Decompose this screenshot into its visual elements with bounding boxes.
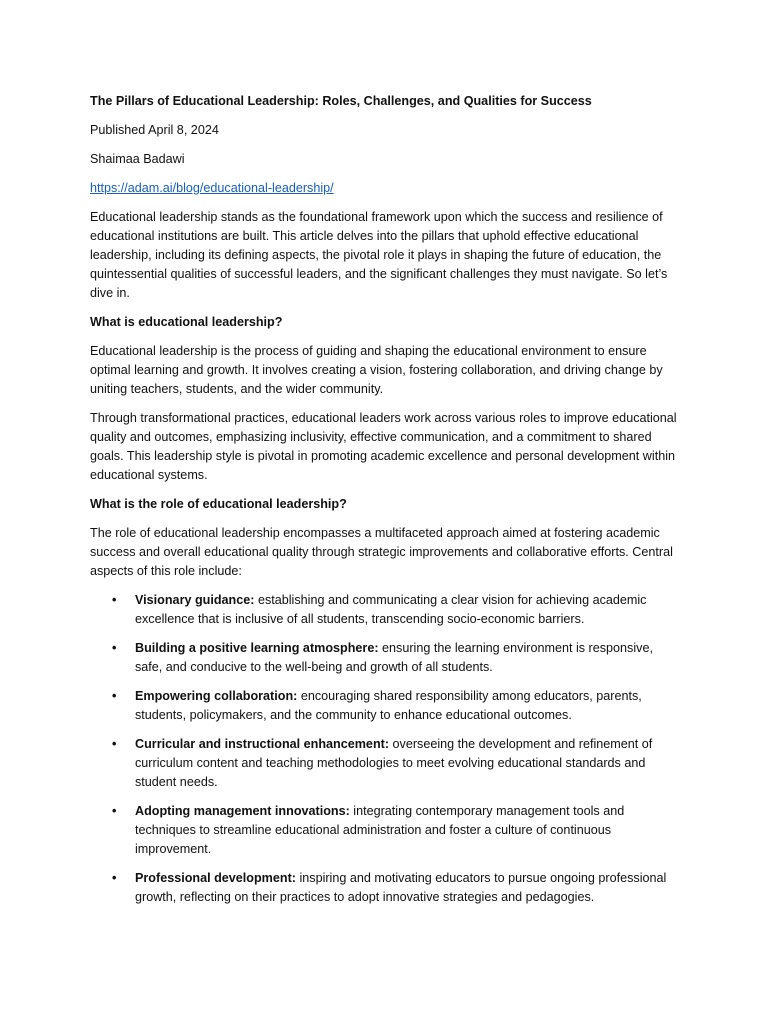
list-item — [90, 802, 680, 859]
list-item-text: overseeing the development and refinement of curriculum content and teaching methodologies to meet evolving educational standards and student needs. — [135, 737, 653, 789]
author-name: Shaimaa Badawi — [90, 152, 185, 166]
list-item-term: Adopting management innovations: — [135, 804, 350, 818]
intro-paragraph: Educational leadership stands as the foundational framework upon which the success and resilience of educational institutions are built. This article delves into the pillars that uphold effective educational leadership, including its defining aspects, the pivotal role it plays in shaping the future of education, the quintessential qualities of successful leaders, and the significant challenges they must navigate. So let’s dive in. — [90, 210, 668, 300]
list-item-text: ensuring the learning environment is responsive, safe, and conducive to the well-being and growth of all students. — [135, 641, 653, 674]
section1-paragraph-1: Educational leadership is the process of guiding and shaping the educational environment to ensure optimal learning and growth. It involves creating a vision, fostering collaboration, and driving change by uniting teachers, students, and the wider community. — [90, 344, 663, 396]
source-link[interactable]: https://adam.ai/blog/educational-leadership/ — [90, 181, 334, 195]
bullet-icon: • — [112, 689, 117, 703]
list-item-term: Visionary guidance: — [135, 593, 255, 607]
list-item-term: Professional development: — [135, 871, 296, 885]
section-heading-what-is: What is educational leadership? — [90, 315, 283, 329]
list-item-text: integrating contemporary management tools and techniques to streamline educational administration and foster a culture of continuous improvement. — [135, 804, 625, 856]
list-item-text: inspiring and motivating educators to pursue ongoing professional growth, reflecting on their practices to adopt innovative strategies and pedagogies. — [135, 871, 667, 904]
document-page — [90, 92, 680, 917]
bullet-icon: • — [112, 737, 117, 751]
list-item-text: encouraging shared responsibility among educators, parents, students, policymakers, and the community to enhance educational outcomes. — [135, 689, 642, 722]
list-item — [90, 735, 680, 792]
section2-paragraph-1: The role of educational leadership encompasses a multifaceted approach aimed at fostering academic success and overall educational quality through strategic improvements and collaborative efforts. Central aspects of this role include: — [90, 526, 673, 578]
list-item — [90, 639, 680, 677]
list-item — [90, 591, 680, 629]
section1-paragraph-2: Through transformational practices, educational leaders work across various roles to improve educational quality and outcomes, emphasizing inclusivity, effective communication, and a commitment to shared goals. This leadership style is pivotal in promoting academic excellence and personal development within educational systems. — [90, 411, 677, 482]
bullet-icon: • — [112, 593, 117, 607]
role-bullet-list — [90, 591, 680, 907]
list-item-text: establishing and communicating a clear vision for achieving academic excellence that is inclusive of all students, transcending socio-economic barriers. — [135, 593, 647, 626]
list-item-term: Curricular and instructional enhancement: — [135, 737, 390, 751]
list-item — [90, 869, 680, 907]
bullet-icon: • — [112, 641, 117, 655]
list-item-term: Building a positive learning atmosphere: — [135, 641, 379, 655]
published-date: Published April 8, 2024 — [90, 123, 219, 137]
list-item — [90, 687, 680, 725]
article-title: The Pillars of Educational Leadership: Roles, Challenges, and Qualities for Success — [90, 94, 592, 108]
list-item-term: Empowering collaboration: — [135, 689, 298, 703]
bullet-icon: • — [112, 871, 117, 885]
bullet-icon: • — [112, 804, 117, 818]
section-heading-role: What is the role of educational leadership? — [90, 497, 347, 511]
